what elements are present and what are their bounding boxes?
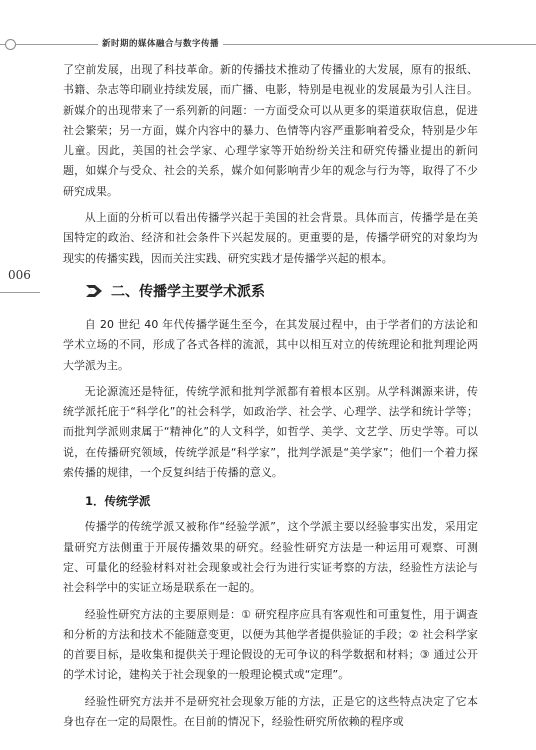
paragraph: 无论源流还是特征，传统学派和批判学派都有着根本区别。从学科渊源来讲，传统学派托庇于“科学化”的社会科学，如政治学、社会学、心理学、法学和统计学等；而批判学派则隶属于“精神化”的人文科学，如哲学、美学、文艺学、历史学等。可以说，在传播研究领域，传统学派是“科学家”，批判学派是“美学家”；他们一个着力探索传播的规律，一个反复纠结于传播的意义。 bbox=[63, 384, 478, 480]
paragraph: 了空前发展，出现了科技革命。新的传播技术推动了传播业的大发展，原有的报纸、书籍、杂志等印刷业持续发展，而广播、电影，特别是电视业的发展最为引人注目。新媒介的出现带来了一系列新的问题：一方面受众可以从更多的渠道获取信息，促进社会繁荣；另一方面，媒介内容中的暴力、色情等内容严重影响着受众，特别是少年儿童。因此，美国的社会学家、心理学家等开始纷纷关注和研究传播业提出的新问题，如媒介与受众、社会的关系，媒介如何影响青少年的观念与行为等，取得了不少研究成果。 bbox=[63, 63, 478, 198]
header-circle-ornament bbox=[5, 39, 16, 50]
paragraph: 经验性研究方法的主要原则是：① 研究程序应具有客观性和可重复性，用于调查和分析的方法和技术不能随意变更，以便为其他学者提供验证的手段；② 社会科学家的首要目标，是收集和提供关于理论假设的无可争议的科学数据和材料；③ 通过公开的学术讨论，建构关于社会现象的一般理论模式或“定理”。 bbox=[63, 607, 478, 682]
header-rule bbox=[0, 44, 536, 45]
paragraph: 自 20 世纪 40 年代传播学诞生至今，在其发展过程中，由于学者们的方法论和学术立场的不同，形成了各式各样的流派，其中以相互对立的传统理论和批判理论两大学派为主。 bbox=[63, 317, 478, 372]
section-title: 二、传播学主要学术派系 bbox=[111, 283, 265, 300]
body-text bbox=[63, 60, 478, 738]
paragraph: 从上面的分析可以看出传播学兴起于美国的社会背景。具体而言，传播学是在美国特定的政治、经济和社会条件下兴起发展的。更重要的是，传播学研究的对象均为现实的传播实践，因而关注实践、研究实践才是传播学兴起的根本。 bbox=[63, 211, 478, 265]
paragraph: 传播学的传统学派又被称作“经验学派”，这个学派主要以经验事实出发，采用定量研究方法侧重于开展传播效果的研究。经验性研究方法是一种运用可观察、可测定、可量化的经验材料对社会现象或社会行为进行实证考察的方法，经验性方法论与社会科学中的实证立场是联系在一起的。 bbox=[63, 520, 478, 595]
paragraph: 经验性研究方法并不是研究社会现象万能的方法，正是它的这些特点决定了它本身也存在一定的局限性。在目前的情况下，经验性研究所依赖的程序或 bbox=[63, 694, 478, 729]
running-header bbox=[0, 0, 536, 56]
subsection-heading: 1．传统学派 bbox=[85, 494, 151, 509]
arrow-bullet-icon bbox=[85, 283, 103, 299]
section-heading bbox=[85, 281, 478, 301]
page-number: 006 bbox=[8, 268, 31, 282]
page-number-rule bbox=[0, 292, 40, 293]
header-title: 新时期的媒体融合与数字传播 bbox=[98, 36, 223, 52]
